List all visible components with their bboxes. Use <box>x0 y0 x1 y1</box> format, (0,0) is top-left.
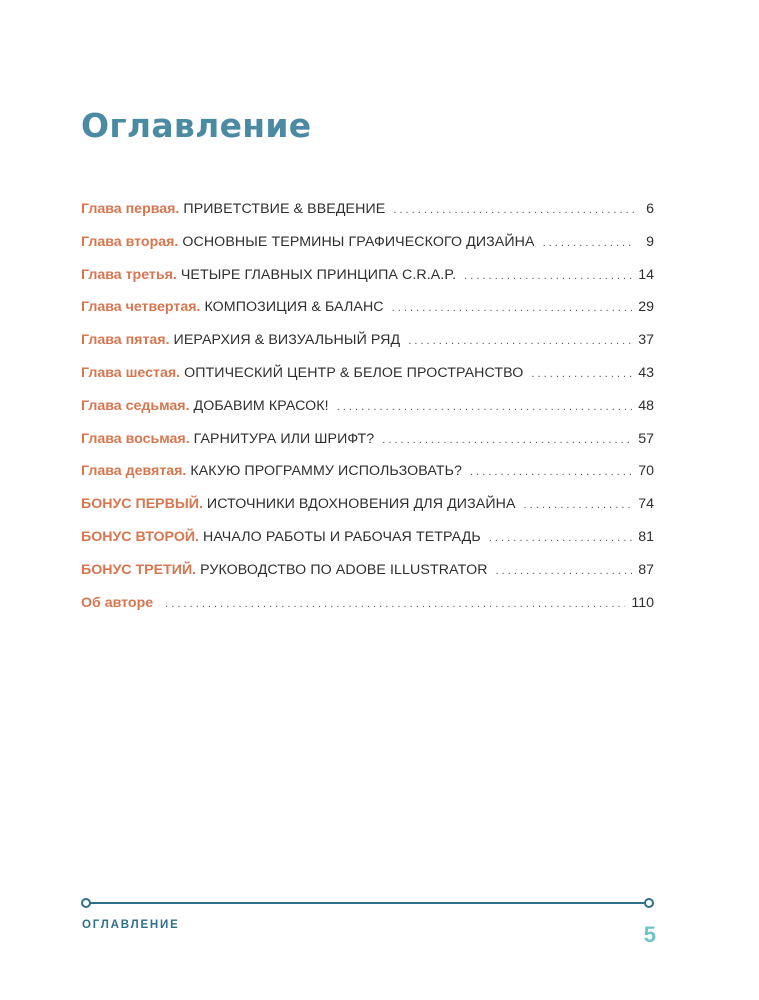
toc-entry-page: 14 <box>638 266 654 283</box>
toc-entry[interactable] <box>81 554 654 587</box>
toc-entry-page: 9 <box>646 233 654 250</box>
toc-entry-page: 57 <box>638 430 654 447</box>
toc-entry-label: БОНУС ПЕРВЫЙ. <box>81 496 203 513</box>
dot-leader <box>392 292 633 325</box>
running-footer-section: ОГЛАВЛЕНИЕ <box>82 919 180 931</box>
toc-entry-title: ИЕРАРХИЯ & ВИЗУАЛЬНЫЙ РЯД <box>173 332 401 349</box>
toc-entry-title: КОМПОЗИЦИЯ & БАЛАНС <box>204 299 384 316</box>
toc-entry-title: ДОБАВИМ КРАСОК! <box>193 397 329 414</box>
divider-end-dot <box>644 898 654 908</box>
page-title: Оглавление <box>81 106 312 145</box>
toc-entry-label: БОНУС ТРЕТИЙ. <box>81 561 197 578</box>
toc-entry-title: ЧЕТЫРЕ ГЛАВНЫХ ПРИНЦИПА C.R.A.P. <box>180 266 457 283</box>
dot-leader <box>393 194 634 227</box>
dot-leader <box>470 456 632 489</box>
toc-entry-title: ОСНОВНЫЕ ТЕРМИНЫ ГРАФИЧЕСКОГО ДИЗАЙНА <box>182 233 535 250</box>
table-of-contents <box>81 193 654 619</box>
toc-entry[interactable] <box>81 259 654 292</box>
toc-entry-label: Глава восьмая. <box>81 430 190 447</box>
toc-entry[interactable] <box>81 291 654 324</box>
toc-entry[interactable] <box>81 488 654 521</box>
toc-entry-page: 29 <box>638 299 654 316</box>
dot-leader <box>489 522 632 555</box>
toc-entry-page: 43 <box>638 364 654 381</box>
toc-entry-page: 48 <box>638 397 654 414</box>
footer-divider <box>85 902 648 904</box>
toc-entry-page: 70 <box>638 463 654 480</box>
dot-leader <box>496 555 633 588</box>
dot-leader <box>337 391 633 424</box>
toc-entry-label: Глава пятая. <box>81 332 170 349</box>
divider-end-dot <box>81 898 91 908</box>
toc-entry-title: КАКУЮ ПРОГРАММУ ИСПОЛЬЗОВАТЬ? <box>190 463 462 480</box>
toc-entry[interactable] <box>81 357 654 390</box>
toc-entry-label: Глава четвертая. <box>81 299 201 316</box>
toc-entry-label: Глава вторая. <box>81 233 179 250</box>
toc-entry[interactable] <box>81 521 654 554</box>
toc-entry-title: ПРИВЕТСТВИЕ & ВВЕДЕНИЕ <box>183 201 386 217</box>
dot-leader <box>543 227 634 260</box>
toc-entry-title: ОПТИЧЕСКИЙ ЦЕНТР & БЕЛОЕ ПРОСТРАНСТВО <box>184 364 524 381</box>
toc-entry-page: 110 <box>631 594 654 611</box>
toc-entry-title: НАЧАЛО РАБОТЫ И РАБОЧАЯ ТЕТРАДЬ <box>203 528 481 545</box>
toc-entry-label: Глава третья. <box>81 266 177 283</box>
toc-entry-page: 74 <box>638 496 654 513</box>
dot-leader <box>524 489 633 522</box>
page-number: 5 <box>643 922 656 947</box>
dot-leader <box>531 358 632 391</box>
toc-entry[interactable] <box>81 324 654 357</box>
toc-entry-page: 81 <box>638 528 654 545</box>
toc-entry-page: 6 <box>646 201 654 217</box>
toc-entry-label: Глава первая. <box>81 201 180 217</box>
toc-entry-title: ИСТОЧНИКИ ВДОХНОВЕНИЯ ДЛЯ ДИЗАЙНА <box>206 496 516 513</box>
toc-entry-label: Глава седьмая. <box>81 397 190 414</box>
toc-entry-page: 87 <box>638 561 654 578</box>
toc-entry-label: Об авторе <box>81 594 154 611</box>
toc-entry[interactable] <box>81 193 654 226</box>
toc-entry[interactable] <box>81 587 654 620</box>
toc-entry-label: Глава шестая. <box>81 364 181 381</box>
dot-leader <box>165 588 625 621</box>
dot-leader <box>382 424 632 457</box>
toc-entry-title: ГАРНИТУРА ИЛИ ШРИФТ? <box>193 430 375 447</box>
dot-leader <box>408 325 632 358</box>
toc-entry[interactable] <box>81 390 654 423</box>
toc-entry[interactable] <box>81 423 654 456</box>
toc-entry-title: РУКОВОДСТВО ПО ADOBE ILLUSTRATOR <box>200 561 488 578</box>
toc-entry-label: Глава девятая. <box>81 463 187 480</box>
toc-entry-page: 37 <box>638 332 654 349</box>
toc-entry-label: БОНУС ВТОРОЙ. <box>81 528 199 545</box>
toc-entry[interactable] <box>81 455 654 488</box>
dot-leader <box>464 260 632 293</box>
toc-entry[interactable] <box>81 226 654 259</box>
